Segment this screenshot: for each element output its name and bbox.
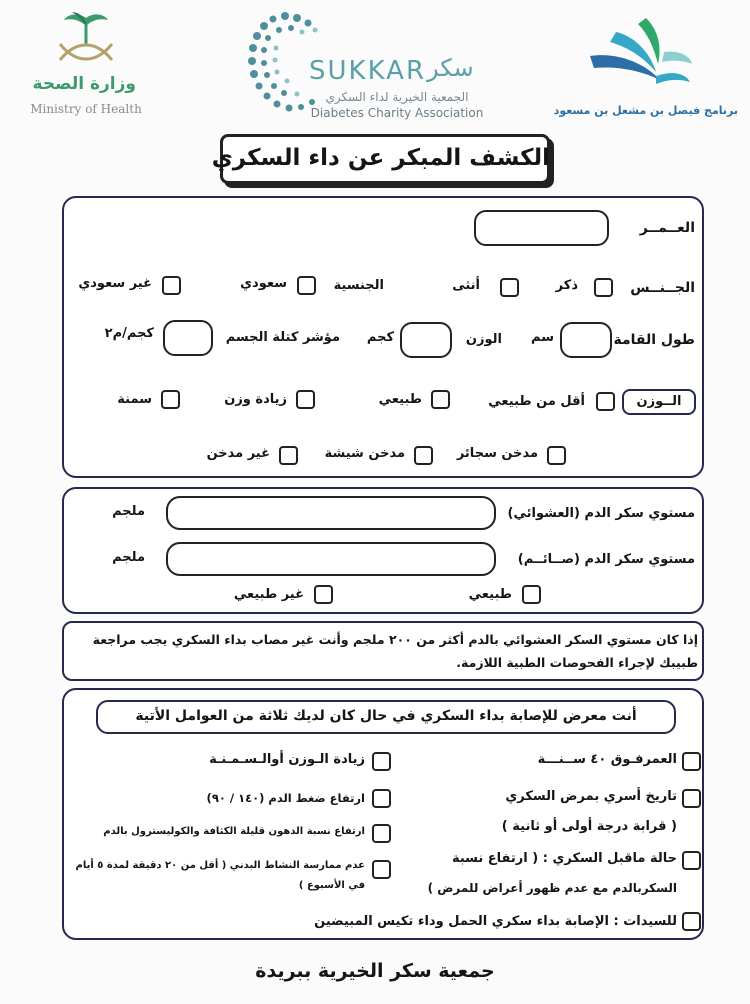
prediabetes-label-2: السكربالدم مع عدم ظهور أعراض للمرض )	[427, 881, 677, 895]
glucose-normal-label: طبيعي	[468, 587, 512, 602]
height-label: طول القامة	[613, 332, 695, 348]
saudi-checkbox[interactable]	[297, 276, 316, 295]
moh-arabic-name: وزارة الصحة	[32, 74, 136, 94]
weight-field[interactable]	[400, 322, 452, 358]
height-field[interactable]	[560, 322, 612, 358]
underweight-label: أقل من طبيعي	[488, 394, 585, 409]
family-history-checkbox[interactable]	[682, 789, 701, 808]
bmi-field[interactable]	[163, 320, 213, 356]
age-over-40-checkbox[interactable]	[682, 752, 701, 771]
normal-weight-label: طبيعي	[378, 392, 422, 407]
sukkar-latin-name: SUKKAR	[309, 56, 427, 86]
shisha-smoker-checkbox[interactable]	[414, 446, 433, 465]
cigarette-smoker-checkbox[interactable]	[547, 446, 566, 465]
sukkar-logo	[245, 8, 490, 123]
underweight-checkbox[interactable]	[596, 392, 615, 411]
notice-line-2: طبيبك لإجراء الفحوصات الطبية اللازمة.	[456, 655, 698, 670]
nationality-label: الجنسية	[333, 278, 384, 293]
random-glucose-field[interactable]	[166, 496, 496, 530]
family-history-label: تاريخ أسري بمرض السكري	[505, 789, 677, 804]
inactivity-label-1: عدم ممارسة النشاط البدني ( أقل من ٢٠ دقيقة لمدة ٥ أيام	[75, 860, 365, 871]
high-lipids-checkbox[interactable]	[372, 824, 391, 843]
non-saudi-label: غير سعودي	[78, 276, 152, 291]
non-smoker-checkbox[interactable]	[279, 446, 298, 465]
high-lipids-label: ارتفاع نسبة الدهون قليلة الكثافة والكوليسترول بالدم	[103, 826, 365, 837]
notice-line-1: إذا كان مستوي السكر العشوائي بالدم أكثر من ٢٠٠ ملجم وأنت غير مصاب بداء السكري يجب مراجعة	[92, 632, 698, 647]
moh-english-name: Ministry of Health	[30, 102, 142, 116]
random-glucose-label: مستوي سكر الدم (العشوائي)	[507, 506, 695, 521]
normal-weight-checkbox[interactable]	[431, 390, 450, 409]
age-over-40-label: العمرفـوق ٤٠ ســنـــة	[537, 752, 677, 767]
moh-logo	[18, 10, 153, 120]
female-label: أنثى	[452, 278, 480, 293]
cigarette-smoker-label: مدخن سجائر	[456, 446, 538, 461]
weight-gain-label: زيادة الـوزن أوالـسـمـنـة	[209, 752, 365, 767]
weight-unit: كجم	[366, 330, 394, 345]
risk-heading: أنت معرض للإصابة بداء السكري في حال كان لديك ثلاثة من العوامل الأتية	[135, 708, 637, 724]
weight-gain-checkbox[interactable]	[372, 752, 391, 771]
weight-status-label: الــوزن	[636, 394, 682, 409]
weight-label: الوزن	[465, 332, 502, 347]
obese-label: سمنة	[117, 392, 152, 407]
gender-label: الجــنــس	[630, 280, 695, 296]
bmi-unit: كجم/م٢	[104, 326, 154, 341]
family-degree-label: ( قرابة درجة أولى أو ثانية )	[501, 819, 677, 834]
obese-checkbox[interactable]	[161, 390, 180, 409]
high-bp-checkbox[interactable]	[372, 789, 391, 808]
women-risk-checkbox[interactable]	[682, 912, 701, 931]
bmi-label: مؤشر كتلة الجسم	[225, 330, 340, 345]
faisal-program-logo	[553, 12, 740, 122]
male-label: ذكر	[555, 278, 578, 293]
sukkar-english-subtitle: Diabetes Charity Association	[310, 106, 484, 120]
sukkar-arabic-name: سكر	[427, 54, 474, 82]
age-label: العــمــر	[639, 220, 695, 236]
faisal-program-name: برنامج فيصل بن مشعل بن مسعود	[553, 104, 738, 117]
women-risk-label: للسيدات : الإصابة بداء سكري الحمل وداء تكيس المبيضين	[314, 914, 677, 929]
height-unit: سم	[531, 330, 554, 345]
notice-panel	[62, 621, 704, 681]
inactivity-label-2: في الأسبوع )	[298, 880, 365, 891]
high-bp-label: ارتفاع ضغط الدم (١٤٠ / ٩٠)	[206, 791, 365, 805]
glucose-abnormal-checkbox[interactable]	[314, 585, 333, 604]
inactivity-checkbox[interactable]	[372, 860, 391, 879]
overweight-label: زيادة وزن	[224, 392, 287, 407]
fasting-glucose-label: مستوي سكر الدم (صــائــم)	[517, 552, 695, 567]
glucose-abnormal-label: غير طبيعي	[233, 587, 304, 602]
shisha-smoker-label: مدخن شيشة	[324, 446, 405, 461]
prediabetes-checkbox[interactable]	[682, 851, 701, 870]
non-saudi-checkbox[interactable]	[162, 276, 181, 295]
faisal-swoosh-icon	[586, 12, 696, 92]
prediabetes-label-1: حالة ماقبل السكري : ( ارتفاع نسبة	[451, 851, 677, 866]
footer-association-name: جمعية سكر الخيرية ببريدة	[255, 960, 495, 982]
page-title: الكشف المبكر عن داء السكري	[211, 145, 550, 171]
glucose-normal-checkbox[interactable]	[522, 585, 541, 604]
fasting-glucose-unit: ملجم	[112, 550, 145, 565]
overweight-checkbox[interactable]	[296, 390, 315, 409]
non-smoker-label: غير مدخن	[206, 446, 270, 461]
age-field[interactable]	[474, 210, 609, 246]
saudi-label: سعودي	[240, 276, 287, 291]
sukkar-arabic-subtitle: الجمعية الخيرية لداء السكري	[325, 90, 469, 104]
male-checkbox[interactable]	[594, 278, 613, 297]
random-glucose-unit: ملجم	[112, 504, 145, 519]
moh-palm-swords-icon	[54, 10, 118, 66]
fasting-glucose-field[interactable]	[166, 542, 496, 576]
female-checkbox[interactable]	[500, 278, 519, 297]
